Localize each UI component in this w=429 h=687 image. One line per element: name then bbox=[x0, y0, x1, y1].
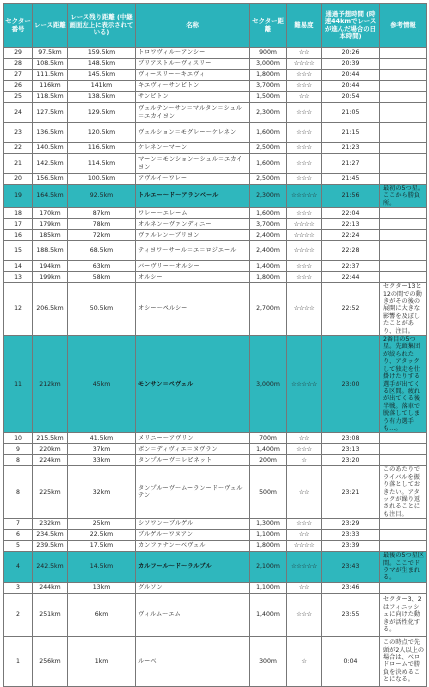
sector-distance-cell: 500m bbox=[250, 466, 287, 519]
eta-cell: 22:04 bbox=[322, 208, 380, 219]
eta-cell: 22:52 bbox=[322, 283, 380, 336]
sector-number-cell: 2 bbox=[4, 593, 33, 636]
sector-distance-cell: 1,500m bbox=[250, 92, 287, 103]
remaining-distance-cell: 141km bbox=[68, 81, 136, 92]
info-cell: この時点で先頭が2人以上の場合は、ベロドロームで勝負を決めることになる。 bbox=[380, 636, 427, 686]
sector-number-cell: 8 bbox=[4, 455, 33, 466]
sector-number-cell: 7 bbox=[4, 519, 33, 530]
info-cell: 2番目の5つ星。先頭集団が絞られたり、アタックして独走を仕掛けたりする選手が出てくる区間。疲れが出てくる後半戦。落車で脱落してしまう有力選手も…。 bbox=[380, 336, 427, 433]
sector-distance-cell: 1,600m bbox=[250, 154, 287, 174]
remaining-distance-cell: 145.5km bbox=[68, 70, 136, 81]
race-distance-cell: 234.5km bbox=[33, 530, 68, 541]
difficulty-stars-cell: ☆☆☆ bbox=[287, 261, 322, 272]
table-row bbox=[4, 70, 427, 81]
remaining-distance-cell: 41.5km bbox=[68, 433, 136, 444]
sector-name-cell: カンファナン〜ベヴェル bbox=[136, 541, 250, 552]
race-distance-cell: 185km bbox=[33, 230, 68, 241]
race-distance-cell: 194km bbox=[33, 261, 68, 272]
sector-distance-cell: 1,600m bbox=[250, 208, 287, 219]
remaining-distance-cell: 50.5km bbox=[68, 283, 136, 336]
eta-cell: 21:56 bbox=[322, 185, 380, 208]
sector-number-cell: 24 bbox=[4, 103, 33, 123]
eta-cell: 23:00 bbox=[322, 336, 380, 433]
difficulty-stars-cell: ☆☆☆ bbox=[287, 174, 322, 185]
race-distance-cell: 212km bbox=[33, 336, 68, 433]
race-distance-cell: 140.5km bbox=[33, 143, 68, 154]
remaining-distance-cell: 68.5km bbox=[68, 241, 136, 261]
eta-cell: 21:27 bbox=[322, 154, 380, 174]
sector-distance-cell: 2,700m bbox=[250, 283, 287, 336]
sector-name-cell: オルシー bbox=[136, 272, 250, 283]
sector-number-cell: 23 bbox=[4, 123, 33, 143]
difficulty-stars-cell: ☆☆☆ bbox=[287, 208, 322, 219]
sector-distance-cell: 2,400m bbox=[250, 230, 287, 241]
sector-name-cell: キエヴィ〜サンピトン bbox=[136, 81, 250, 92]
difficulty-stars-cell: ☆ bbox=[287, 636, 322, 686]
remaining-distance-cell: 120.5km bbox=[68, 123, 136, 143]
sector-name-cell: ヴィルム〜エム bbox=[136, 593, 250, 636]
remaining-distance-cell: 78km bbox=[68, 219, 136, 230]
sector-distance-cell: 3,000m bbox=[250, 59, 287, 70]
header-sector-distance: セクター距離 bbox=[250, 4, 287, 48]
eta-cell: 23:39 bbox=[322, 541, 380, 552]
eta-cell: 22:44 bbox=[322, 272, 380, 283]
race-distance-cell: 136.5km bbox=[33, 123, 68, 143]
eta-cell: 21:23 bbox=[322, 143, 380, 154]
difficulty-stars-cell: ☆☆☆☆ bbox=[287, 541, 322, 552]
sector-name-cell: シソワン〜ブルゲル bbox=[136, 519, 250, 530]
difficulty-stars-cell: ☆☆☆ bbox=[287, 444, 322, 455]
sector-name-cell: トロワヴィル〜アンシー bbox=[136, 48, 250, 59]
sector-number-cell: 4 bbox=[4, 552, 33, 583]
sector-name-cell: グルソン bbox=[136, 582, 250, 593]
table-row bbox=[4, 283, 427, 336]
sector-number-cell: 12 bbox=[4, 283, 33, 336]
sector-distance-cell: 1,400m bbox=[250, 261, 287, 272]
eta-cell: 0:04 bbox=[322, 636, 380, 686]
sector-distance-cell: 3,700m bbox=[250, 219, 287, 230]
sector-distance-cell: 2,500m bbox=[250, 143, 287, 154]
remaining-distance-cell: 37km bbox=[68, 444, 136, 455]
eta-cell: 21:45 bbox=[322, 174, 380, 185]
eta-cell: 23:55 bbox=[322, 593, 380, 636]
info-cell bbox=[380, 154, 427, 174]
info-cell: 最後の5つ星区間。ここでドラマが生まれる。 bbox=[380, 552, 427, 583]
remaining-distance-cell: 114.5km bbox=[68, 154, 136, 174]
sector-name-cell: ヴァルレン〜ブリヨン bbox=[136, 230, 250, 241]
eta-cell: 20:26 bbox=[322, 48, 380, 59]
eta-cell: 22:13 bbox=[322, 219, 380, 230]
info-cell: セクター13と12の間での動きがその後の展開に大きな影響を及ぼしたことがあり、注目。 bbox=[380, 283, 427, 336]
eta-cell: 20:39 bbox=[322, 59, 380, 70]
table-row bbox=[4, 519, 427, 530]
difficulty-stars-cell: ☆☆ bbox=[287, 530, 322, 541]
info-cell bbox=[380, 208, 427, 219]
table-row bbox=[4, 272, 427, 283]
remaining-distance-cell: 92.5km bbox=[68, 185, 136, 208]
info-cell: このあたりでライバルを振り落としておきたい。アタックが繰り返されることにも注目。 bbox=[380, 466, 427, 519]
sector-number-cell: 3 bbox=[4, 582, 33, 593]
header-info: 参考情報 bbox=[380, 4, 427, 48]
difficulty-stars-cell: ☆☆ bbox=[287, 433, 322, 444]
sector-distance-cell: 1,800m bbox=[250, 541, 287, 552]
header-sector: セクター番号 bbox=[4, 4, 33, 48]
header-race-distance: レース距離 bbox=[33, 4, 68, 48]
sector-name-cell: モンサン＝ペヴェル bbox=[136, 336, 250, 433]
eta-cell: 23:20 bbox=[322, 455, 380, 466]
remaining-distance-cell: 138.5km bbox=[68, 92, 136, 103]
race-distance-cell: 206.5km bbox=[33, 283, 68, 336]
sector-name-cell: ヴェルション＝モグレー〜ケレネン bbox=[136, 123, 250, 143]
sector-name-cell: ブリアストル〜ヴィスリー bbox=[136, 59, 250, 70]
sector-name-cell: ヴィースリー〜キエヴィ bbox=[136, 70, 250, 81]
table-row bbox=[4, 81, 427, 92]
sector-name-cell: サンピトン bbox=[136, 92, 250, 103]
header-eta: 通過予想時間 (時速44kmでレースが進んだ場合の日本時間) bbox=[322, 4, 380, 48]
sector-name-cell: ルーベ bbox=[136, 636, 250, 686]
sector-number-cell: 19 bbox=[4, 185, 33, 208]
table-row bbox=[4, 241, 427, 261]
sector-name-cell: メリニー〜アヴリン bbox=[136, 433, 250, 444]
sector-name-cell: オシー〜ペルシー bbox=[136, 283, 250, 336]
difficulty-stars-cell: ☆☆☆☆☆ bbox=[287, 336, 322, 433]
table-row bbox=[4, 219, 427, 230]
sector-distance-cell: 300m bbox=[250, 636, 287, 686]
difficulty-stars-cell: ☆☆☆ bbox=[287, 519, 322, 530]
table-body bbox=[4, 48, 427, 687]
header-remaining: レース残り距離 (中継画面左上に表示されている) bbox=[68, 4, 136, 48]
sector-number-cell: 6 bbox=[4, 530, 33, 541]
remaining-distance-cell: 63km bbox=[68, 261, 136, 272]
table-row bbox=[4, 552, 427, 583]
difficulty-stars-cell: ☆☆ bbox=[287, 582, 322, 593]
sector-distance-cell: 3,700m bbox=[250, 81, 287, 92]
table-row bbox=[4, 143, 427, 154]
sector-number-cell: 22 bbox=[4, 143, 33, 154]
race-distance-cell: 242.5km bbox=[33, 552, 68, 583]
info-cell bbox=[380, 59, 427, 70]
info-cell bbox=[380, 582, 427, 593]
info-cell bbox=[380, 174, 427, 185]
race-distance-cell: 244km bbox=[33, 582, 68, 593]
info-cell: セクター3、2はフィニッシュに向けた動きが活性化する。 bbox=[380, 593, 427, 636]
sector-number-cell: 17 bbox=[4, 219, 33, 230]
difficulty-stars-cell: ☆☆ bbox=[287, 48, 322, 59]
difficulty-stars-cell: ☆☆ bbox=[287, 466, 322, 519]
table-row bbox=[4, 48, 427, 59]
table-row bbox=[4, 530, 427, 541]
eta-cell: 20:44 bbox=[322, 81, 380, 92]
table-row bbox=[4, 154, 427, 174]
sector-name-cell: バーヴリー〜オルシー bbox=[136, 261, 250, 272]
race-distance-cell: 224km bbox=[33, 455, 68, 466]
race-distance-cell: 199km bbox=[33, 272, 68, 283]
sector-name-cell: マーン＝モンション〜シュル＝エカイヨン bbox=[136, 154, 250, 174]
header-difficulty: 難易度 bbox=[287, 4, 322, 48]
remaining-distance-cell: 159.5km bbox=[68, 48, 136, 59]
race-distance-cell: 232km bbox=[33, 519, 68, 530]
sector-name-cell: ボン＝ディヴィエ＝ヌヴラン bbox=[136, 444, 250, 455]
table-row bbox=[4, 230, 427, 241]
info-cell bbox=[380, 530, 427, 541]
remaining-distance-cell: 32km bbox=[68, 466, 136, 519]
info-cell bbox=[380, 230, 427, 241]
sector-number-cell: 8 bbox=[4, 466, 33, 519]
remaining-distance-cell: 116.5km bbox=[68, 143, 136, 154]
sector-number-cell: 1 bbox=[4, 636, 33, 686]
sector-name-cell: トルエー〜ド〜アランベール bbox=[136, 185, 250, 208]
remaining-distance-cell: 148.5km bbox=[68, 59, 136, 70]
sector-number-cell: 26 bbox=[4, 81, 33, 92]
table-row bbox=[4, 59, 427, 70]
race-distance-cell: 127.5km bbox=[33, 103, 68, 123]
sector-name-cell: ワレー〜エレーム bbox=[136, 208, 250, 219]
remaining-distance-cell: 1km bbox=[68, 636, 136, 686]
info-cell bbox=[380, 241, 427, 261]
info-cell bbox=[380, 92, 427, 103]
info-cell bbox=[380, 81, 427, 92]
race-distance-cell: 111.5km bbox=[33, 70, 68, 81]
race-distance-cell: 256km bbox=[33, 636, 68, 686]
sector-number-cell: 21 bbox=[4, 154, 33, 174]
sector-distance-cell: 1,100m bbox=[250, 530, 287, 541]
race-distance-cell: 179km bbox=[33, 219, 68, 230]
info-cell bbox=[380, 455, 427, 466]
remaining-distance-cell: 13km bbox=[68, 582, 136, 593]
difficulty-stars-cell: ☆☆☆☆☆ bbox=[287, 185, 322, 208]
difficulty-stars-cell: ☆☆☆☆ bbox=[287, 59, 322, 70]
sector-name-cell: アヴルイ〜ワレー bbox=[136, 174, 250, 185]
remaining-distance-cell: 25km bbox=[68, 519, 136, 530]
difficulty-stars-cell: ☆☆☆☆ bbox=[287, 283, 322, 336]
eta-cell: 20:54 bbox=[322, 92, 380, 103]
sector-distance-cell: 3,000m bbox=[250, 336, 287, 433]
header-row bbox=[4, 4, 427, 48]
remaining-distance-cell: 58km bbox=[68, 272, 136, 283]
sector-number-cell: 20 bbox=[4, 174, 33, 185]
race-distance-cell: 156.5km bbox=[33, 174, 68, 185]
table-row bbox=[4, 433, 427, 444]
table-row bbox=[4, 92, 427, 103]
difficulty-stars-cell: ☆☆☆ bbox=[287, 272, 322, 283]
race-distance-cell: 220km bbox=[33, 444, 68, 455]
table-row bbox=[4, 636, 427, 686]
difficulty-stars-cell: ☆☆☆☆☆ bbox=[287, 552, 322, 583]
difficulty-stars-cell: ☆☆☆☆ bbox=[287, 219, 322, 230]
sector-distance-cell: 2,100m bbox=[250, 552, 287, 583]
eta-cell: 23:43 bbox=[322, 552, 380, 583]
table-row bbox=[4, 541, 427, 552]
info-cell bbox=[380, 219, 427, 230]
eta-cell: 23:46 bbox=[322, 582, 380, 593]
race-distance-cell: 239.5km bbox=[33, 541, 68, 552]
remaining-distance-cell: 87km bbox=[68, 208, 136, 219]
difficulty-stars-cell: ☆☆☆ bbox=[287, 593, 322, 636]
sector-number-cell: 16 bbox=[4, 230, 33, 241]
race-distance-cell: 188.5km bbox=[33, 241, 68, 261]
remaining-distance-cell: 22.5km bbox=[68, 530, 136, 541]
eta-cell: 21:05 bbox=[322, 103, 380, 123]
eta-cell: 23:29 bbox=[322, 519, 380, 530]
difficulty-stars-cell: ☆☆☆ bbox=[287, 123, 322, 143]
difficulty-stars-cell: ☆☆☆ bbox=[287, 81, 322, 92]
race-distance-cell: 251km bbox=[33, 593, 68, 636]
sector-distance-cell: 2,300m bbox=[250, 185, 287, 208]
remaining-distance-cell: 129.5km bbox=[68, 103, 136, 123]
table-row bbox=[4, 261, 427, 272]
sector-number-cell: 5 bbox=[4, 541, 33, 552]
sector-number-cell: 27 bbox=[4, 70, 33, 81]
info-cell: 最初の5つ星。ここから勝負所。 bbox=[380, 185, 427, 208]
info-cell bbox=[380, 444, 427, 455]
info-cell bbox=[380, 123, 427, 143]
sector-number-cell: 15 bbox=[4, 241, 33, 261]
table-row bbox=[4, 455, 427, 466]
remaining-distance-cell: 45km bbox=[68, 336, 136, 433]
sector-distance-cell: 900m bbox=[250, 48, 287, 59]
eta-cell: 22:24 bbox=[322, 230, 380, 241]
sector-name-cell: カルフール〜ド〜ラルブル bbox=[136, 552, 250, 583]
sector-distance-cell: 2,300m bbox=[250, 103, 287, 123]
eta-cell: 23:13 bbox=[322, 444, 380, 455]
sector-number-cell: 11 bbox=[4, 336, 33, 433]
table-row bbox=[4, 185, 427, 208]
info-cell bbox=[380, 261, 427, 272]
sector-distance-cell: 1,100m bbox=[250, 582, 287, 593]
difficulty-stars-cell: ☆☆☆ bbox=[287, 154, 322, 174]
race-distance-cell: 97.5km bbox=[33, 48, 68, 59]
sector-table bbox=[3, 3, 427, 687]
remaining-distance-cell: 72km bbox=[68, 230, 136, 241]
sector-distance-cell: 2,400m bbox=[250, 241, 287, 261]
sector-distance-cell: 1,300m bbox=[250, 519, 287, 530]
race-distance-cell: 170km bbox=[33, 208, 68, 219]
eta-cell: 23:08 bbox=[322, 433, 380, 444]
sector-name-cell: タンプルーヴ＝レピネット bbox=[136, 455, 250, 466]
eta-cell: 23:21 bbox=[322, 466, 380, 519]
sector-number-cell: 9 bbox=[4, 444, 33, 455]
sector-number-cell: 14 bbox=[4, 261, 33, 272]
info-cell bbox=[380, 519, 427, 530]
table-row bbox=[4, 103, 427, 123]
sector-name-cell: ヴェルテン〜サン＝マルタン＝シュル＝エカイヨン bbox=[136, 103, 250, 123]
eta-cell: 23:33 bbox=[322, 530, 380, 541]
race-distance-cell: 142.5km bbox=[33, 154, 68, 174]
table-row bbox=[4, 593, 427, 636]
sector-number-cell: 28 bbox=[4, 59, 33, 70]
sector-table-wrapper bbox=[3, 3, 426, 687]
sector-number-cell: 25 bbox=[4, 92, 33, 103]
sector-number-cell: 29 bbox=[4, 48, 33, 59]
sector-number-cell: 10 bbox=[4, 433, 33, 444]
sector-distance-cell: 2,500m bbox=[250, 174, 287, 185]
table-row bbox=[4, 582, 427, 593]
remaining-distance-cell: 100.5km bbox=[68, 174, 136, 185]
difficulty-stars-cell: ☆ bbox=[287, 455, 322, 466]
sector-name-cell: ティヨワ〜サール＝エ＝ロジエール bbox=[136, 241, 250, 261]
sector-name-cell: オルネン〜ヴァンディニー bbox=[136, 219, 250, 230]
sector-distance-cell: 1,600m bbox=[250, 123, 287, 143]
sector-distance-cell: 700m bbox=[250, 433, 287, 444]
sector-distance-cell: 200m bbox=[250, 455, 287, 466]
info-cell bbox=[380, 541, 427, 552]
eta-cell: 20:44 bbox=[322, 70, 380, 81]
header-name: 名称 bbox=[136, 4, 250, 48]
sector-distance-cell: 1,400m bbox=[250, 593, 287, 636]
difficulty-stars-cell: ☆☆☆☆ bbox=[287, 230, 322, 241]
difficulty-stars-cell: ☆☆☆☆ bbox=[287, 241, 322, 261]
info-cell bbox=[380, 48, 427, 59]
sector-distance-cell: 1,800m bbox=[250, 272, 287, 283]
race-distance-cell: 215.5km bbox=[33, 433, 68, 444]
remaining-distance-cell: 6km bbox=[68, 593, 136, 636]
info-cell bbox=[380, 103, 427, 123]
race-distance-cell: 164.5km bbox=[33, 185, 68, 208]
table-row bbox=[4, 174, 427, 185]
table-row bbox=[4, 208, 427, 219]
race-distance-cell: 225km bbox=[33, 466, 68, 519]
sector-name-cell: タンプルーヴ〜ムーランード〜ヴェルテン bbox=[136, 466, 250, 519]
table-row bbox=[4, 444, 427, 455]
eta-cell: 21:15 bbox=[322, 123, 380, 143]
sector-name-cell: ブルゲル〜ワヌアン bbox=[136, 530, 250, 541]
remaining-distance-cell: 33km bbox=[68, 455, 136, 466]
sector-name-cell: ケレネン〜マーン bbox=[136, 143, 250, 154]
sector-number-cell: 13 bbox=[4, 272, 33, 283]
difficulty-stars-cell: ☆☆☆ bbox=[287, 70, 322, 81]
table-row bbox=[4, 336, 427, 433]
difficulty-stars-cell: ☆☆☆ bbox=[287, 143, 322, 154]
sector-number-cell: 18 bbox=[4, 208, 33, 219]
sector-distance-cell: 1,800m bbox=[250, 70, 287, 81]
table-row bbox=[4, 466, 427, 519]
sector-distance-cell: 1,400m bbox=[250, 444, 287, 455]
table-row bbox=[4, 123, 427, 143]
difficulty-stars-cell: ☆☆ bbox=[287, 92, 322, 103]
remaining-distance-cell: 17.5km bbox=[68, 541, 136, 552]
race-distance-cell: 108.5km bbox=[33, 59, 68, 70]
info-cell bbox=[380, 272, 427, 283]
eta-cell: 22:37 bbox=[322, 261, 380, 272]
race-distance-cell: 116km bbox=[33, 81, 68, 92]
eta-cell: 22:28 bbox=[322, 241, 380, 261]
remaining-distance-cell: 14.5km bbox=[68, 552, 136, 583]
info-cell bbox=[380, 143, 427, 154]
difficulty-stars-cell: ☆☆☆ bbox=[287, 103, 322, 123]
info-cell bbox=[380, 70, 427, 81]
race-distance-cell: 118.5km bbox=[33, 92, 68, 103]
info-cell bbox=[380, 433, 427, 444]
